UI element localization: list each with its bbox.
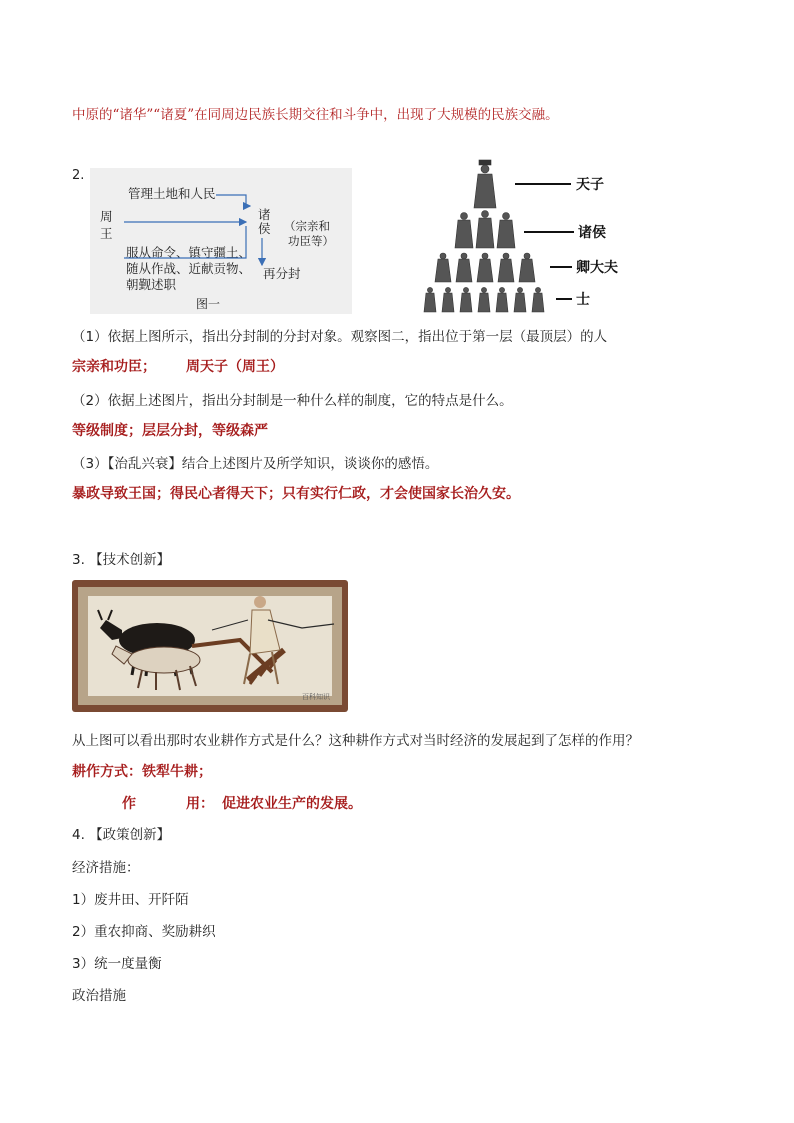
king-label-1: 周 <box>100 209 113 224</box>
q2-answer-1a: 宗亲和功臣； <box>72 359 156 375</box>
level-2-label: 诸侯 <box>578 225 606 241</box>
intro-text: 中原的“诸华”“诸夏”在同周边民族长期交往和斗争中，出现了大规模的民族交融。 <box>72 107 559 123</box>
level-2-line <box>524 231 574 233</box>
pyramid-figures <box>418 158 558 316</box>
relatives-label-1: （宗亲和 <box>284 219 330 233</box>
duties-line-2: 随从作战、近献贡物、 <box>126 261 252 276</box>
q3-heading: 3. 【技术创新】 <box>72 552 171 568</box>
q2-answer-3: 暴政导致王国；得民心者得天下；只有实行仁政，才会使国家长治久安。 <box>72 486 520 502</box>
king-label-2: 王 <box>100 226 113 241</box>
q2-answer-2: 等级制度；层层分封，等级森严 <box>72 423 268 439</box>
q4-politics-title: 政治措施 <box>72 988 126 1004</box>
lord-label-1: 诸 <box>258 207 271 222</box>
level-1-line <box>515 183 571 185</box>
duties-line-1: 服从命令、镇守疆土、 <box>126 245 252 260</box>
manage-label: 管理土地和人民 <box>128 186 216 201</box>
q4-heading: 4. 【政策创新】 <box>72 827 171 843</box>
q2-sub3: （3）【治乱兴衰】结合上述图片及所学知识，谈谈你的感悟。 <box>72 456 439 472</box>
q2-answer-1b: 周天子（周王） <box>186 359 284 375</box>
q4-econ-title: 经济措施： <box>72 860 140 876</box>
q3-answer-a: 耕作方式：铁犁牛耕； <box>72 764 212 780</box>
lord-label-2: 侯 <box>258 221 271 236</box>
level-3-line <box>550 266 572 268</box>
q2-sub1: （1）依据上图所示，指出分封制的分封对象。观察图二，指出位于第一层（最顶层）的人 <box>72 329 608 345</box>
emperor-figure <box>474 160 496 208</box>
q3-answer-label-1: 作 <box>122 796 136 812</box>
lord-figures <box>455 211 515 249</box>
minister-figures <box>435 253 535 282</box>
mural-watermark: 百科知识 <box>302 693 330 701</box>
feudal-arrows <box>90 168 352 314</box>
scholar-figures <box>424 287 544 312</box>
q3-answer-label-2: 用： <box>186 796 214 812</box>
feudal-diagram <box>90 168 352 314</box>
hierarchy-pyramid <box>418 158 618 316</box>
figure1-caption: 图一 <box>196 297 221 311</box>
q4-econ-item-3: 3）统一度量衡 <box>72 956 162 972</box>
q2-sub2: （2）依据上述图片，指出分封制是一种什么样的制度，它的特点是什么。 <box>72 393 513 409</box>
duties-line-3: 朝觐述职 <box>126 277 177 292</box>
q3-answer-b: 促进农业生产的发展。 <box>222 796 362 812</box>
question-2-number: 2. <box>72 168 85 183</box>
level-3-label: 卿大夫 <box>576 260 618 276</box>
oxen-plowing-mural <box>72 580 348 712</box>
q4-econ-item-1: 1）废井田、开阡陌 <box>72 892 189 908</box>
q4-econ-item-2: 2）重农抑商、奖励耕织 <box>72 924 216 940</box>
level-4-label: 士 <box>576 292 590 308</box>
level-4-line <box>556 298 572 300</box>
q3-question: 从上图可以看出那时农业耕作方式是什么？这种耕作方式对当时经济的发展起到了怎样的作用？ <box>72 733 639 749</box>
refeoff-label: 再分封 <box>263 266 301 281</box>
relatives-label-2: 功臣等） <box>288 234 334 248</box>
level-1-label: 天子 <box>576 177 604 193</box>
